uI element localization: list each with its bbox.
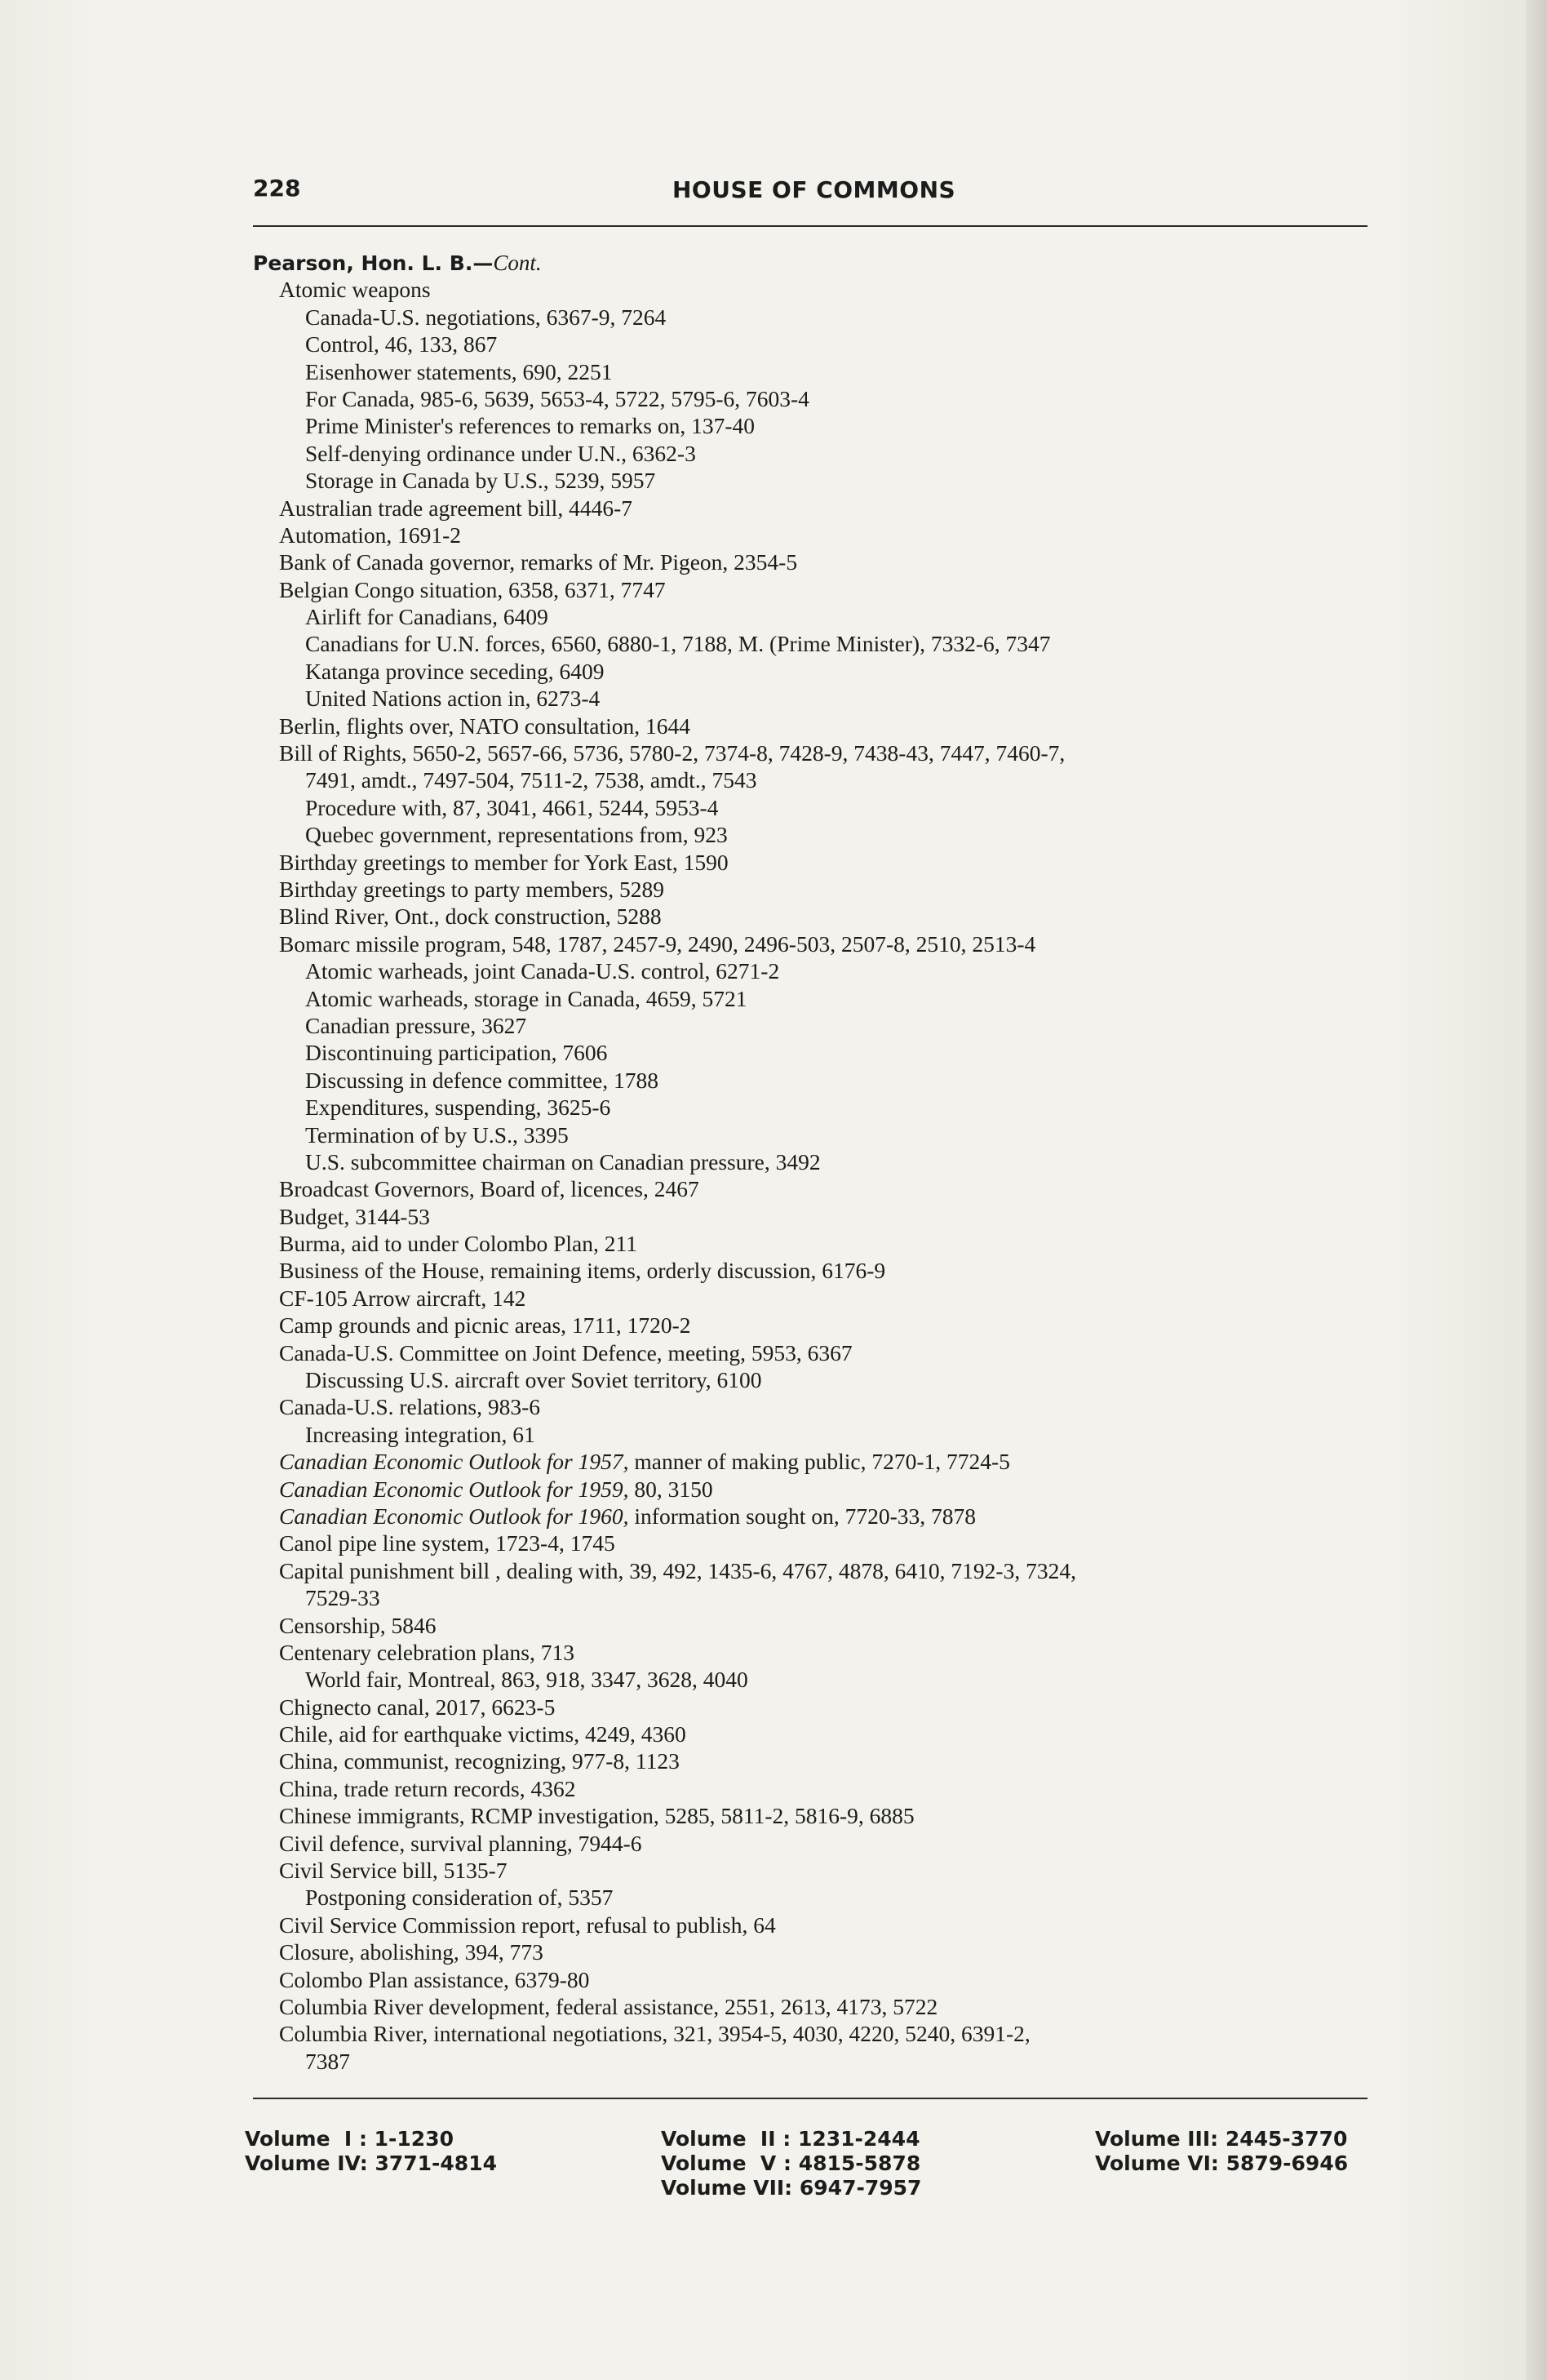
index-subentry — [253, 1257, 1371, 1284]
entry-text: Automation, 1691-2 — [279, 522, 462, 548]
entry-cont: Cont. — [493, 251, 542, 275]
entry-text: Bill of Rights, 5650-2, 5657-66, 5736, 5780-2, 7374-8, 7428-9, 7438-43, 7447, 7460-7, — [279, 740, 1066, 766]
index-subentry — [253, 1203, 1371, 1230]
index-subentry — [253, 1503, 1371, 1530]
index-subentry — [253, 713, 1371, 739]
index-subsubentry — [253, 1094, 1371, 1121]
index-subentry — [253, 849, 1371, 876]
index-subsubentry — [253, 1666, 1371, 1693]
index-subentry — [253, 1802, 1371, 1829]
entry-text: information sought on, 7720-33, 7878 — [628, 1503, 976, 1529]
entry-text: Expenditures, suspending, 3625-6 — [305, 1095, 611, 1121]
running-title: HOUSE OF COMMONS — [672, 176, 956, 203]
index-subentry — [253, 548, 1371, 575]
index-subentry — [253, 1448, 1371, 1475]
entry-text: Canada-U.S. negotiations, 6367-9, 7264 — [305, 304, 667, 330]
entry-text: Broadcast Governors, Board of, licences, 2467 — [279, 1176, 699, 1202]
index-subsubentry — [253, 331, 1371, 357]
volume-range: Volume VII: 6947-7957 — [661, 2176, 922, 2200]
index-subsubentry — [253, 821, 1371, 848]
index-subentry — [253, 1747, 1371, 1774]
entry-text: Storage in Canada by U.S., 5239, 5957 — [305, 468, 656, 494]
entry-text: Burma, aid to under Colombo Plan, 211 — [279, 1231, 637, 1257]
page-number: 228 — [253, 175, 301, 202]
entry-text: Canada-U.S. relations, 983-6 — [279, 1394, 540, 1420]
entry-text: United Nations action in, 6273-4 — [305, 686, 601, 712]
entry-text: Quebec government, representations from, 923 — [305, 822, 728, 848]
entry-text: Termination of by U.S., 3395 — [305, 1121, 569, 1148]
index-subentry — [253, 2020, 1371, 2047]
index-subentry — [253, 576, 1371, 603]
entry-text: Airlift for Canadians, 6409 — [305, 604, 548, 630]
entry-text: Centenary celebration plans, 713 — [279, 1639, 574, 1665]
index-subentry — [253, 1476, 1371, 1503]
entry-text: Closure, abolishing, 394, 773 — [279, 1939, 543, 1965]
entry-text: Discussing in defence committee, 1788 — [305, 1067, 659, 1093]
index-subentry — [253, 1912, 1371, 1938]
index-subentry — [253, 1612, 1371, 1639]
index-subentry — [253, 1775, 1371, 1802]
entry-text: Budget, 3144-53 — [279, 1203, 430, 1229]
entry-text: Control, 46, 133, 867 — [305, 331, 498, 357]
entry-text: Civil Service Commission report, refusal to publish, 64 — [279, 1912, 776, 1938]
index-subentry — [253, 1830, 1371, 1857]
entry-text: Increasing integration, 61 — [305, 1421, 535, 1447]
entry-text: Discussing U.S. aircraft over Soviet territory, 6100 — [305, 1367, 762, 1393]
volume-range: Volume I : 1-1230 — [245, 2127, 454, 2151]
entry-text: Prime Minister's references to remarks on, 137-40 — [305, 413, 755, 439]
entry-text: 7387 — [305, 2048, 350, 2074]
entry-text: Columbia River, international negotiations, 321, 3954-5, 4030, 4220, 5240, 6391-2, — [279, 2021, 1031, 2047]
entry-text: Bomarc missile program, 548, 1787, 2457-9, 2490, 2496-503, 2507-8, 2510, 2513-4 — [279, 930, 1036, 957]
index-subsubentry — [253, 603, 1371, 630]
page-edge-shadow — [1526, 0, 1547, 2380]
entry-text: China, communist, recognizing, 977-8, 1123 — [279, 1748, 680, 1774]
header-rule — [253, 225, 1367, 227]
index-subsubentry — [253, 1421, 1371, 1448]
entry-text: 7491, amdt., 7497-504, 7511-2, 7538, amdt., 7543 — [305, 767, 757, 793]
index-subentry — [253, 1938, 1371, 1965]
footer-rule — [253, 2098, 1367, 2099]
index-subsubentry — [253, 467, 1371, 494]
entry-text: Atomic weapons — [279, 277, 431, 303]
index-subsubentry — [253, 385, 1371, 412]
index-subsubentry — [253, 1584, 1371, 1611]
index-subsubentry — [253, 412, 1371, 439]
index-subsubentry — [253, 440, 1371, 467]
entry-text: 7529-33 — [305, 1585, 380, 1611]
index-subentry — [253, 1694, 1371, 1721]
index-main-entry: Pearson, Hon. L. B.—Cont. — [253, 251, 542, 275]
index-subentry — [253, 522, 1371, 548]
publication-title: Canadian Economic Outlook for 1959, — [279, 1476, 629, 1502]
index-subsubentry — [253, 1366, 1371, 1393]
index-subsubentry — [253, 1884, 1371, 1911]
entry-text: Blind River, Ont., dock construction, 5288 — [279, 904, 662, 930]
entry-text: Civil Service bill, 5135-7 — [279, 1858, 508, 1884]
entry-text: Chile, aid for earthquake victims, 4249, 4360 — [279, 1721, 686, 1747]
entry-text: Columbia River development, federal assistance, 2551, 2613, 4173, 5722 — [279, 1994, 938, 2019]
entry-text: Procedure with, 87, 3041, 4661, 5244, 5953-4 — [305, 794, 719, 820]
volume-range: Volume VI: 5879-6946 — [1095, 2151, 1349, 2175]
index-subentry — [253, 1639, 1371, 1666]
index-subsubentry — [253, 766, 1371, 793]
index-subsubentry — [253, 658, 1371, 685]
index-subentry — [253, 1285, 1371, 1312]
index-subsubentry — [253, 1067, 1371, 1094]
entry-text: Belgian Congo situation, 6358, 6371, 7747 — [279, 576, 666, 602]
index-subsubentry — [253, 985, 1371, 1012]
entry-text: Self-denying ordinance under U.N., 6362-3 — [305, 440, 696, 466]
entry-text: Business of the House, remaining items, orderly discussion, 6176-9 — [279, 1258, 886, 1284]
index-subentry — [253, 1721, 1371, 1747]
index-subsubentry — [253, 957, 1371, 984]
index-subentry — [253, 1393, 1371, 1420]
entry-text: Berlin, flights over, NATO consultation, 1644 — [279, 713, 691, 739]
entry-text: Australian trade agreement bill, 4446-7 — [279, 495, 632, 521]
publication-title: Canadian Economic Outlook for 1957, — [279, 1449, 629, 1475]
entry-text: Katanga province seceding, 6409 — [305, 658, 605, 684]
volume-column-1 — [245, 2127, 497, 2176]
volume-column-3 — [1095, 2127, 1348, 2176]
entry-text: China, trade return records, 4362 — [279, 1775, 576, 1801]
index-subsubentry — [253, 1039, 1371, 1066]
index-subentry — [253, 495, 1371, 522]
entry-text: Canada-U.S. Committee on Joint Defence, meeting, 5953, 6367 — [279, 1339, 853, 1365]
entry-text: Birthday greetings to member for York East, 1590 — [279, 849, 729, 875]
entry-text: Canadian pressure, 3627 — [305, 1012, 527, 1038]
index-subentry — [253, 739, 1371, 766]
entry-text: Chignecto canal, 2017, 6623-5 — [279, 1694, 556, 1720]
volume-key — [245, 2127, 1367, 2217]
index-subentry — [253, 876, 1371, 903]
volume-range: Volume III: 2445-3770 — [1095, 2127, 1348, 2151]
entry-name: Pearson, Hon. L. B. — [253, 251, 473, 275]
entry-text: Postponing consideration of, 5357 — [305, 1885, 614, 1911]
index-subentry — [253, 1530, 1371, 1556]
entry-text: Colombo Plan assistance, 6379-80 — [279, 1966, 590, 1992]
entry-text: Civil defence, survival planning, 7944-6 — [279, 1830, 642, 1856]
entry-text: Capital punishment bill , dealing with, 39, 492, 1435-6, 4767, 4878, 6410, 7192-3, 7324, — [279, 1557, 1076, 1583]
volume-range: Volume V : 4815-5878 — [661, 2151, 921, 2175]
index-subsubentry — [253, 685, 1371, 712]
index-subentry — [253, 1230, 1371, 1257]
entry-text: Atomic warheads, joint Canada-U.S. control, 6271-2 — [305, 958, 780, 984]
index-subsubentry — [253, 1012, 1371, 1039]
entry-text: 80, 3150 — [628, 1476, 713, 1502]
entry-text: CF-105 Arrow aircraft, 142 — [279, 1285, 526, 1311]
entry-text: Bank of Canada governor, remarks of Mr. Pigeon, 2354-5 — [279, 549, 798, 575]
entry-text: Eisenhower statements, 690, 2251 — [305, 358, 613, 384]
index-subentry — [253, 1966, 1371, 1993]
index-subentry — [253, 1557, 1371, 1584]
volume-range: Volume IV: 3771-4814 — [245, 2151, 497, 2175]
entry-text: Birthday greetings to party members, 5289 — [279, 876, 664, 902]
index-subsubentry — [253, 794, 1371, 821]
index-subsubentry — [253, 2048, 1371, 2075]
entry-text: manner of making public, 7270-1, 7724-5 — [628, 1449, 1010, 1475]
entry-text: Discontinuing participation, 7606 — [305, 1040, 608, 1066]
publication-title: Canadian Economic Outlook for 1960, — [279, 1503, 629, 1529]
entry-text: U.S. subcommittee chairman on Canadian pressure, 3492 — [305, 1148, 821, 1174]
entry-text: Atomic warheads, storage in Canada, 4659, 5721 — [305, 985, 747, 1011]
entry-text: Canol pipe line system, 1723-4, 1745 — [279, 1530, 615, 1556]
index-subentry — [253, 930, 1371, 957]
index-subentry — [253, 903, 1371, 930]
index-subsubentry — [253, 358, 1371, 385]
volume-range: Volume II : 1231-2444 — [661, 2127, 920, 2151]
entry-text: Camp grounds and picnic areas, 1711, 1720-2 — [279, 1312, 691, 1339]
index-subentry — [253, 1857, 1371, 1884]
volume-column-2 — [661, 2127, 921, 2200]
entry-text: Censorship, 5846 — [279, 1612, 437, 1638]
index-subsubentry — [253, 1148, 1371, 1175]
index-subsubentry — [253, 304, 1371, 331]
entry-text: Chinese immigrants, RCMP investigation, 5285, 5811-2, 5816-9, 6885 — [279, 1803, 915, 1829]
index-subsubentry — [253, 630, 1371, 657]
entry-text: Canadians for U.N. forces, 6560, 6880-1, 7188, M. (Prime Minister), 7332-6, 7347 — [305, 631, 1051, 657]
page-header — [253, 175, 1367, 211]
index-subentry — [253, 1993, 1371, 2020]
index-subentry — [253, 1312, 1371, 1339]
index-subsubentry — [253, 1121, 1371, 1148]
index-subentry — [253, 276, 1371, 303]
index-subentry — [253, 1339, 1371, 1366]
entry-text: World fair, Montreal, 863, 918, 3347, 3628, 4040 — [305, 1667, 748, 1693]
entry-text: For Canada, 985-6, 5639, 5653-4, 5722, 5795-6, 7603-4 — [305, 385, 809, 411]
index-subentry — [253, 1175, 1371, 1202]
index-list — [253, 249, 1371, 2075]
